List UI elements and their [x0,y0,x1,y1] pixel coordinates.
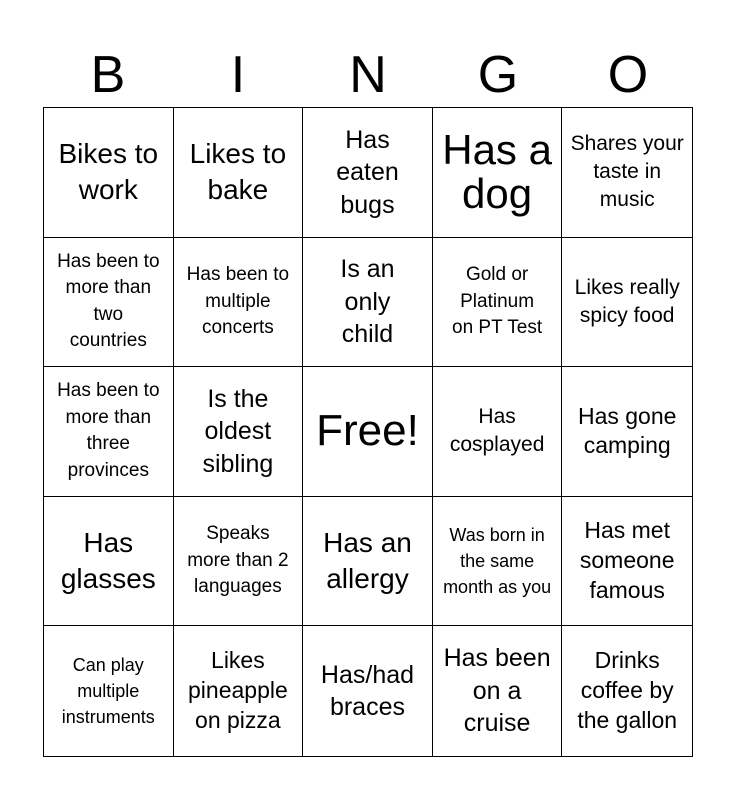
cell-text: Has/had braces [320,660,415,722]
bingo-cell[interactable] [44,497,174,627]
bingo-cell[interactable] [174,238,304,368]
bingo-cell[interactable] [562,108,692,238]
bingo-cell[interactable] [303,238,433,368]
bingo-cell[interactable] [44,238,174,368]
bingo-cell[interactable] [303,626,433,756]
cell-text: Has eaten bugs [336,125,399,219]
cell-text: Is the oldest sibling [202,384,274,478]
cell-text: Has been to multiple concerts [186,264,290,339]
cell-text: Has cosplayed [449,405,545,457]
cell-text: Has been on a cruise [443,644,551,738]
cell-text: Has met someone famous [579,517,675,604]
free-space: Free! [316,406,419,456]
cell-text: Drinks coffee by the gallon [577,647,678,734]
bingo-cell[interactable] [174,626,304,756]
bingo-cell[interactable] [174,497,304,627]
cell-text: Likes pineapple on pizza [188,647,288,734]
bingo-cell[interactable] [44,367,174,497]
bingo-cell[interactable] [303,367,433,497]
cell-text: Is an only child [340,255,395,349]
header-letter-i: I [230,46,246,104]
bingo-cell[interactable] [44,108,174,238]
cell-text: Has glasses [60,527,156,595]
bingo-header [43,42,693,108]
bingo-cell[interactable] [562,626,692,756]
bingo-cell[interactable] [562,367,692,497]
bingo-board [43,107,693,757]
cell-text: Can play multiple instruments [61,655,155,728]
cell-text: Speaks more than 2 languages [187,523,289,598]
bingo-cell[interactable] [44,626,174,756]
bingo-cell[interactable] [562,238,692,368]
bingo-cell[interactable] [174,108,304,238]
bingo-cell[interactable] [433,367,563,497]
bingo-cell[interactable] [303,497,433,627]
header-letter-n: N [349,46,387,104]
bingo-cell[interactable] [433,108,563,238]
bingo-cell[interactable] [303,108,433,238]
header-letter-o: O [607,46,649,104]
cell-text: Was born in the same month as you [443,524,552,598]
cell-text: Shares your taste in music [570,131,684,212]
bingo-cell[interactable] [433,626,563,756]
bingo-cell[interactable] [174,367,304,497]
bingo-cell[interactable] [433,497,563,627]
bingo-cell[interactable] [562,497,692,627]
cell-text: Has an allergy [323,527,412,595]
cell-text: Likes to bake [189,138,287,206]
cell-text: Has been to more than three provinces [57,380,160,482]
cell-text: Bikes to work [58,138,159,206]
cell-text: Has a dog [442,126,552,218]
cell-text: Likes really spicy food [574,275,680,327]
cell-text: Gold or Platinum on PT Test [452,264,543,339]
header-letter-g: G [477,46,519,104]
bingo-cell[interactable] [433,238,563,368]
cell-text: Has gone camping [577,402,677,459]
header-letter-b: B [90,46,126,104]
cell-text: Has been to more than two countries [57,250,160,352]
